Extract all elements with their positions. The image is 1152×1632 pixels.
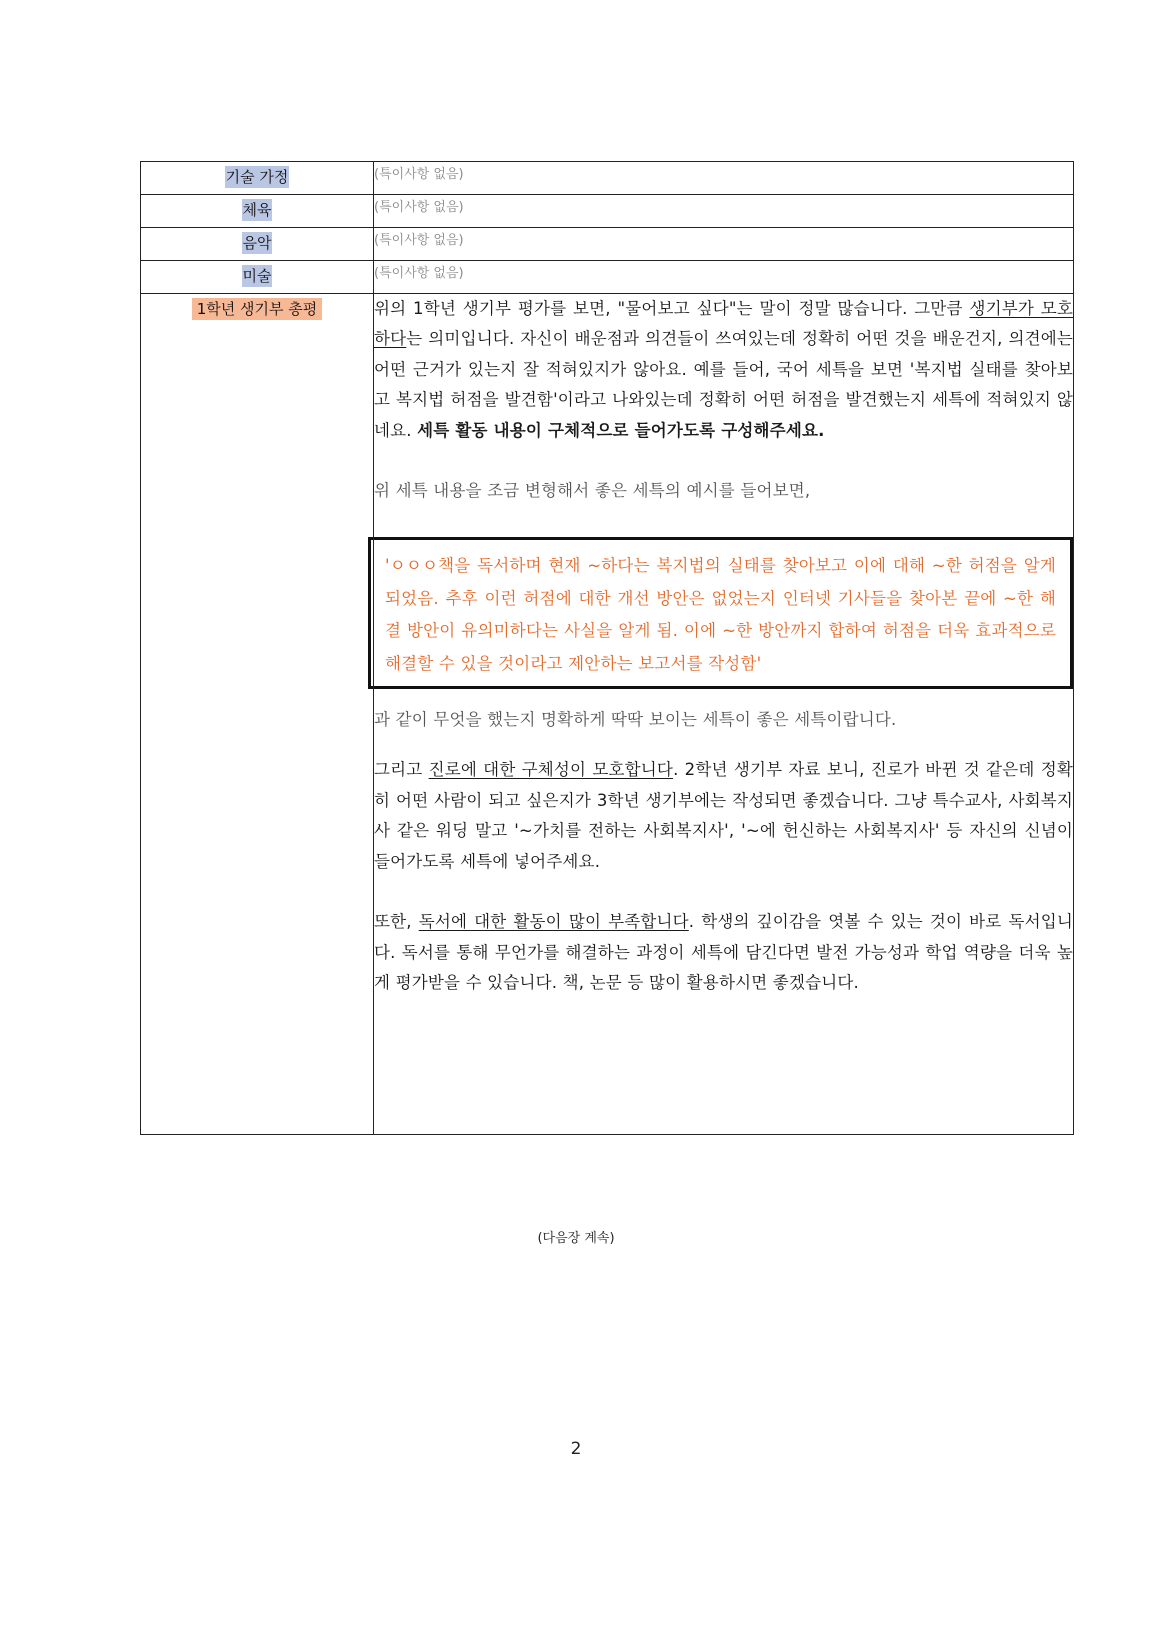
summary-paragraph-5 xyxy=(374,907,1073,998)
bold-text: 세특 활동 내용이 구체적으로 들어가도록 구성해주세요. xyxy=(417,420,825,440)
subject-label-cell xyxy=(141,228,374,261)
table-row xyxy=(141,195,1074,228)
text-run: . 학생의 깊이감을 엿볼 수 있는 것이 바로 독서입니다. 독서를 통해 무언가를 해결하는 과정이 세특에 담긴다면 발전 가능성과 학업 역량을 더욱 높게 평가받을 수 있습니다. 책, 논문 등 많이 활용하시면 좋겠습니다. xyxy=(374,912,1073,992)
underlined-text: 생기부가 모호하다 xyxy=(374,299,1074,349)
subject-value: (특이사항 없음) xyxy=(374,167,464,182)
subject-label: 미술 xyxy=(242,267,272,285)
subject-value-cell xyxy=(374,162,1074,195)
summary-paragraph-3: 과 같이 무엇을 했는지 명확하게 딱딱 보이는 세특이 좋은 세특이랍니다. xyxy=(374,710,897,730)
record-table xyxy=(140,161,1074,1135)
table-row xyxy=(141,261,1074,294)
table-row xyxy=(141,228,1074,261)
summary-content xyxy=(374,294,1074,1135)
page-number: 2 xyxy=(570,1439,582,1459)
summary-paragraph-2: 위 세특 내용을 조금 변형해서 좋은 세특의 예시를 들어보면, xyxy=(374,481,811,501)
summary-paragraph-1 xyxy=(374,294,1073,446)
subject-label-cell xyxy=(141,261,374,294)
subject-value: (특이사항 없음) xyxy=(374,233,464,248)
table-row xyxy=(141,162,1074,195)
subject-label-cell xyxy=(141,195,374,228)
text-run: 그리고 xyxy=(374,760,429,780)
text-run: . 2학년 생기부 자료 보니, 진로가 바뀐 것 같은데 정확히 어떤 사람이 되고 싶은지가 3학년 생기부에는 작성되면 좋겠습니다. 그냥 특수교사, 사회복지사 같은 워딩 말고 '~가치를 전하는 사회복지사', '~에 헌신하는 사회복지사' 등 자신의 신념이 들어가도록 세특에 넣어주세요. xyxy=(374,760,1073,871)
subject-value-cell xyxy=(374,228,1074,261)
subject-label-cell xyxy=(141,162,374,195)
example-text: 'ㅇㅇㅇ책을 독서하며 현재 ~하다는 복지법의 실태를 찾아보고 이에 대해 ~한 허점을 알게 되었음. 추후 이런 허점에 대한 개선 방안은 없었는지 인터넷 기사들을 찾아본 끝에 ~한 해결 방안이 유의미하다는 사실을 알게 됨. 이에 ~한 방안까지 합하여 허점을 더욱 효과적으로 해결할 수 있을 것이라고 제안하는 보고서를 작성함' xyxy=(385,556,1056,673)
example-box xyxy=(368,537,1073,689)
underlined-text: 독서에 대한 활동이 많이 부족합니다 xyxy=(418,912,689,932)
underlined-text: 진로에 대한 구체성이 모호합니다 xyxy=(428,760,674,780)
subject-value: (특이사항 없음) xyxy=(374,200,464,215)
subject-value-cell xyxy=(374,261,1074,294)
summary-label: 1학년 생기부 총평 xyxy=(192,298,323,320)
summary-paragraph-4 xyxy=(374,755,1073,877)
subject-label: 체육 xyxy=(242,201,272,219)
summary-row xyxy=(141,294,1074,1135)
text-run: 는 의미입니다. 자신이 배운점과 의견들이 쓰여있는데 정확히 어떤 것을 배운건지, 의견에는 어떤 근거가 있는지 잘 적혀있지가 않아요. 예를 들어, 국어 세특을 보면 '복지법 실태를 찾아보고 복지법 허점을 발견함'이라고 나와있는데 정확히 어떤 허점을 발견했는지 세특에 적혀있지 않네요. xyxy=(374,329,1073,440)
continue-note: (다음장 계속) xyxy=(537,1231,615,1246)
subject-label: 기술 가정 xyxy=(225,168,289,186)
subject-label: 음악 xyxy=(242,234,272,252)
subject-value-cell xyxy=(374,195,1074,228)
text-run: 위의 1학년 생기부 평가를 보면, "물어보고 싶다"는 말이 정말 많습니다. 그만큼 xyxy=(374,299,970,318)
summary-label-cell xyxy=(141,294,374,1135)
text-run: 또한, xyxy=(374,912,419,932)
subject-value: (특이사항 없음) xyxy=(374,266,464,281)
